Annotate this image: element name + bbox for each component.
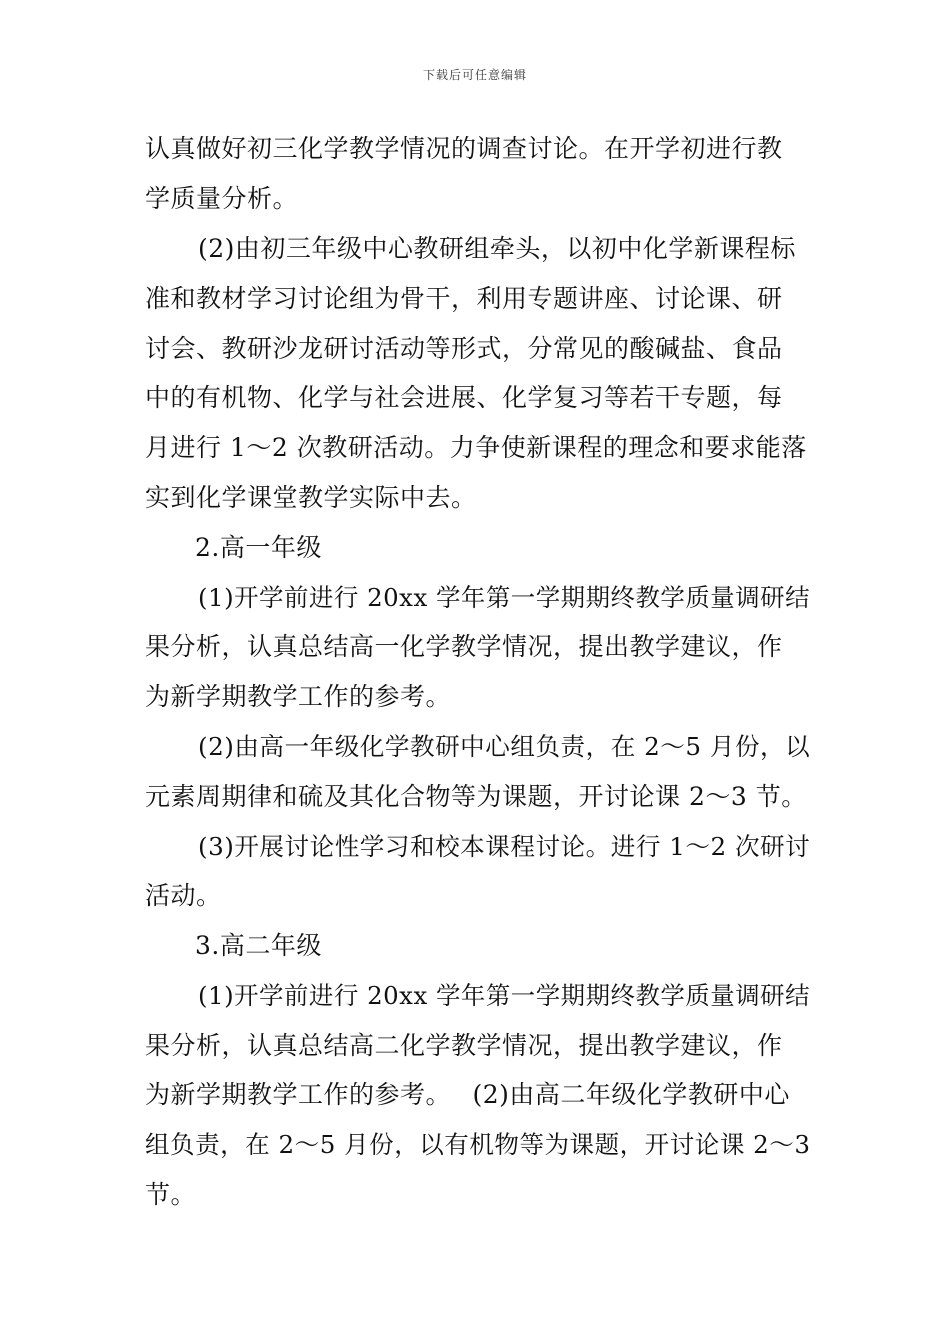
text-line: 中的有机物、化学与社会进展、化学复习等若干专题，每 — [145, 383, 783, 412]
text-line: 月进行 1～2 次教研活动。力争使新课程的理念和要求能落 — [145, 433, 807, 462]
text-line: (3)开展讨论性学习和校本课程讨论。进行 1～2 次研讨 — [198, 832, 811, 861]
text-line: 果分析，认真总结高二化学教学情况，提出教学建议，作 — [145, 1031, 783, 1060]
text-line: 实到化学课堂教学实际中去。 — [145, 483, 477, 512]
text-line: 节。 — [145, 1180, 197, 1209]
section-heading: 2.高一年级 — [195, 533, 322, 562]
text-line: 活动。 — [145, 881, 222, 910]
text-line: 准和教材学习讨论组为骨干，利用专题讲座、讨论课、研 — [145, 284, 783, 313]
text-line: (1)开学前进行 20xx 学年第一学期期终教学质量调研结 — [198, 981, 811, 1010]
text-line: 组负责，在 2～5 月份，以有机物等为课题，开讨论课 2～3 — [145, 1130, 811, 1159]
text-line: 学质量分析。 — [145, 184, 299, 213]
text-line: (2)由高一年级化学教研中心组负责，在 2～5 月份，以 — [198, 732, 811, 761]
text-line: 果分析，认真总结高一化学教学情况，提出教学建议，作 — [145, 632, 783, 661]
text-line: 为新学期教学工作的参考。 (2)由高二年级化学教研中心 — [145, 1080, 790, 1109]
header-note: 下载后可任意编辑 — [422, 68, 527, 82]
text-line: 元素周期律和硫及其化合物等为课题，开讨论课 2～3 节。 — [145, 782, 807, 811]
text-line: 为新学期教学工作的参考。 — [145, 682, 452, 711]
text-line: 认真做好初三化学教学情况的调查讨论。在开学初进行教 — [145, 134, 783, 163]
text-line: (1)开学前进行 20xx 学年第一学期期终教学质量调研结 — [198, 583, 811, 612]
section-heading: 3.高二年级 — [195, 931, 322, 960]
text-line: (2)由初三年级中心教研组牵头，以初中化学新课程标 — [198, 234, 796, 263]
text-line: 讨会、教研沙龙研讨活动等形式，分常见的酸碱盐、食品 — [145, 334, 783, 363]
